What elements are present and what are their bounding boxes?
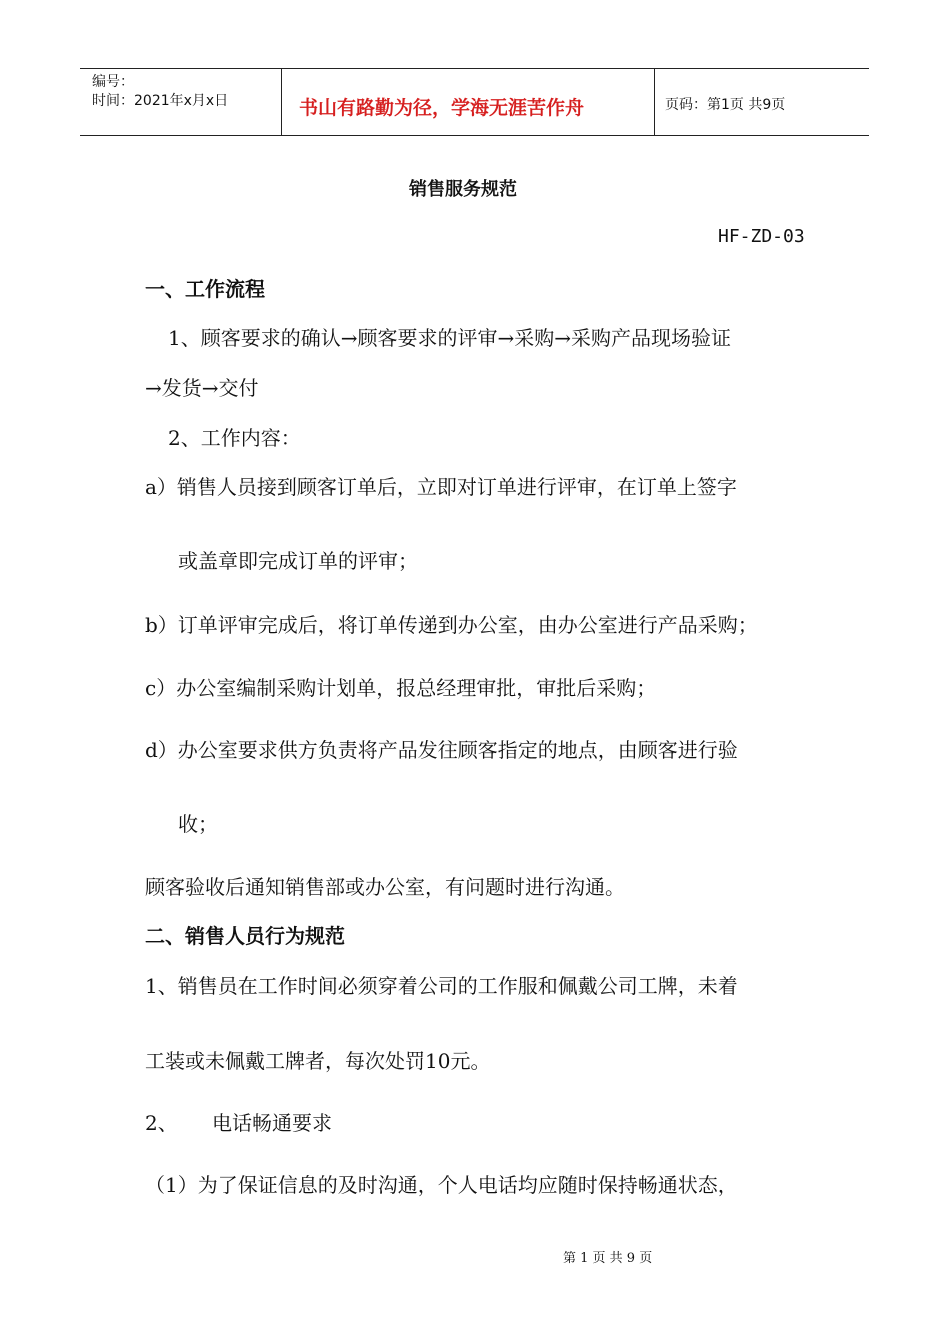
header-motto-cell xyxy=(282,69,655,135)
document-date-label: 时间：2021年x月x日 xyxy=(92,93,229,109)
item-c: c）办公室编制采购计划单，报总经理审批，审批后采购； xyxy=(145,676,657,700)
section-heading-conduct: 二、销售人员行为规范 xyxy=(145,924,345,948)
document-number-label: 编号： xyxy=(92,74,134,90)
item-d-line-1: d）办公室要求供方负责将产品发往顾客指定的地点，由顾客进行验 xyxy=(145,738,738,762)
work-content-label: 2、工作内容： xyxy=(168,426,301,450)
closing-paragraph: 顾客验收后通知销售部或办公室，有问题时进行沟通。 xyxy=(145,875,625,899)
header-left-cell xyxy=(80,69,282,135)
header-page-cell xyxy=(655,69,869,135)
document-title: 销售服务规范 xyxy=(409,179,517,200)
header-page-info: 页码：第1页 共9页 xyxy=(665,97,786,113)
item-b: b）订单评审完成后，将订单传递到办公室，由办公室进行产品采购； xyxy=(145,613,758,637)
item-a-line-2: 或盖章即完成订单的评审； xyxy=(178,549,418,573)
document-header-table xyxy=(80,68,869,136)
workflow-line-2: →发货→交付 xyxy=(145,376,259,400)
conduct-item-2-number: 2、 xyxy=(145,1111,178,1135)
footer-page-number: 第 1 页 共 9 页 xyxy=(563,1251,653,1266)
motto-text: 书山有路勤为径，学海无涯苦作舟 xyxy=(299,97,585,119)
conduct-item-1-line-1: 1、销售员在工作时间必须穿着公司的工作服和佩戴公司工牌，未着 xyxy=(145,974,738,998)
workflow-line-1: 1、顾客要求的确认→顾客要求的评审→采购→采购产品现场验证 xyxy=(168,326,731,350)
item-a-line-1: a）销售人员接到顾客订单后，立即对订单进行评审，在订单上签字 xyxy=(145,475,737,499)
item-d-line-2: 收； xyxy=(178,812,218,836)
conduct-item-1-line-2: 工装或未佩戴工牌者，每次处罚10元。 xyxy=(145,1049,491,1073)
document-code: HF-ZD-03 xyxy=(718,226,805,247)
conduct-item-2-sub-1: （1）为了保证信息的及时沟通，个人电话均应随时保持畅通状态， xyxy=(145,1173,738,1197)
conduct-item-2-title: 电话畅通要求 xyxy=(212,1111,332,1135)
section-heading-workflow: 一、工作流程 xyxy=(145,277,265,301)
